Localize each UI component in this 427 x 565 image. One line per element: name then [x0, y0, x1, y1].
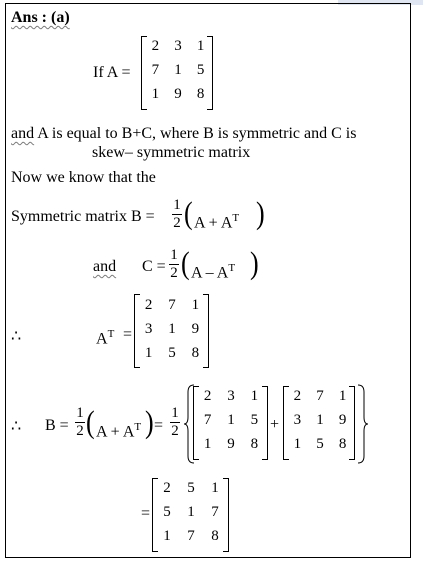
- given-prefix: If A =: [93, 64, 131, 81]
- matrix-cell: 1: [316, 412, 324, 428]
- b-calc-eq: =: [154, 417, 164, 434]
- therefore-symbol: ∴: [11, 328, 22, 345]
- b-calc-fraction: [75, 406, 85, 439]
- matrix-cell: 7: [151, 62, 160, 78]
- matrix-cell: 1: [227, 412, 235, 428]
- transpose-sup: T: [134, 421, 142, 433]
- b-calc-fraction-2: [170, 406, 180, 439]
- skew-label: C =: [142, 258, 166, 275]
- bracket-right: [262, 386, 268, 460]
- symmetric-label: Symmetric matrix B =: [11, 208, 155, 225]
- statement-line1: [11, 125, 356, 143]
- statement-and: and: [11, 125, 35, 142]
- matrix-cell: 8: [211, 528, 219, 544]
- paren-close: ): [250, 246, 259, 281]
- frac-denominator: 2: [171, 423, 179, 439]
- matrix-grid: [137, 297, 207, 362]
- matrix-cell: 9: [227, 436, 235, 452]
- answer-heading: [11, 9, 70, 27]
- matrix-cell: 9: [174, 86, 182, 102]
- expr-text: A + A: [96, 423, 135, 441]
- frac-denominator: 2: [173, 215, 181, 231]
- matrix-grid: [144, 38, 212, 103]
- matrix-cell: 5: [196, 62, 205, 78]
- matrix-grid: [286, 388, 354, 453]
- skew-expr: [191, 259, 235, 282]
- matrix-cell: 1: [338, 388, 347, 404]
- bracket-right: [207, 36, 213, 110]
- plus-sign: +: [270, 416, 280, 433]
- matrix-cell: 7: [168, 297, 176, 313]
- frac-numerator: 1: [171, 405, 179, 421]
- matrix-cell: 2: [293, 388, 302, 404]
- matrix-cell: 7: [316, 388, 324, 404]
- frac-numerator: 1: [76, 405, 84, 421]
- brace-close: [357, 384, 369, 464]
- matrix-cell: 5: [163, 504, 171, 520]
- matrix-cell: 7: [187, 528, 195, 544]
- matrix-cell: 7: [203, 412, 212, 428]
- matrix-cell: 1: [196, 38, 205, 54]
- bracket-right: [203, 294, 209, 368]
- answer-heading-text: Ans : (a): [11, 9, 70, 26]
- matrix-cell: 3: [227, 388, 235, 404]
- paren-open: (: [184, 196, 193, 231]
- matrix-cell: 1: [250, 388, 259, 404]
- statement-line2: skew– symmetric matrix: [92, 144, 251, 161]
- paren-open: (: [86, 405, 95, 440]
- transpose-eq: =: [123, 326, 133, 343]
- symmetric-expr: [194, 209, 239, 232]
- matrix-cell: 5: [187, 480, 195, 496]
- transpose-a: A: [96, 330, 108, 348]
- frac-numerator: 1: [170, 247, 178, 263]
- matrix-cell: 1: [203, 436, 212, 452]
- frac-numerator: 1: [173, 197, 181, 213]
- transpose-sup: T: [232, 212, 240, 224]
- transpose-label: [96, 325, 114, 348]
- expr-text: A – A: [191, 264, 229, 282]
- skew-and-text: and: [93, 258, 117, 275]
- matrix-cell: 3: [293, 412, 302, 428]
- matrix-cell: 1: [293, 436, 302, 452]
- matrix-cell: 1: [168, 321, 176, 337]
- therefore-symbol-2: ∴: [11, 418, 22, 435]
- b-calc-label: B =: [45, 417, 69, 434]
- matrix-grid: [196, 388, 266, 453]
- matrix-cell: 5: [250, 412, 259, 428]
- matrix-cell: 5: [168, 345, 176, 361]
- matrix-cell: 8: [196, 86, 205, 102]
- matrix-cell: 2: [151, 38, 160, 54]
- matrix-cell: 2: [144, 297, 153, 313]
- matrix-cell: 1: [187, 504, 195, 520]
- frac-denominator: 2: [76, 423, 84, 439]
- matrix-cell: 8: [250, 436, 259, 452]
- matrix-cell: 1: [211, 480, 219, 496]
- result-eq: =: [141, 505, 151, 522]
- matrix-cell: 3: [174, 38, 182, 54]
- skew-fraction: [169, 248, 179, 281]
- statement-text: A is equal to B+C, where B is symmetric and C is: [34, 125, 357, 142]
- transpose-sup: T: [107, 328, 115, 340]
- b-calc-expr: [96, 418, 141, 441]
- transpose-sup: T: [228, 262, 236, 274]
- skew-and: [93, 258, 116, 276]
- bracket-right: [223, 478, 229, 552]
- matrix-cell: 1: [144, 345, 153, 361]
- paren-close: ): [145, 405, 154, 440]
- matrix-cell: 8: [191, 345, 200, 361]
- matrix-cell: 5: [316, 436, 324, 452]
- matrix-cell: 1: [151, 86, 160, 102]
- matrix-cell: 1: [174, 62, 182, 78]
- matrix-cell: 7: [211, 504, 219, 520]
- matrix-cell: 2: [163, 480, 171, 496]
- matrix-cell: 2: [203, 388, 212, 404]
- frac-denominator: 2: [170, 265, 178, 281]
- bracket-right: [349, 386, 355, 460]
- matrix-cell: 1: [163, 528, 171, 544]
- know-line: Now we know that the: [11, 169, 156, 186]
- expr-text: A + A: [194, 214, 233, 232]
- symmetric-fraction: [172, 198, 182, 231]
- matrix-cell: 8: [338, 436, 347, 452]
- matrix-cell: 3: [144, 321, 153, 337]
- matrix-cell: 9: [338, 412, 347, 428]
- paren-open: (: [181, 246, 190, 281]
- paren-close: ): [256, 196, 265, 231]
- matrix-grid: [155, 480, 227, 545]
- matrix-cell: 1: [191, 297, 200, 313]
- matrix-cell: 9: [191, 321, 200, 337]
